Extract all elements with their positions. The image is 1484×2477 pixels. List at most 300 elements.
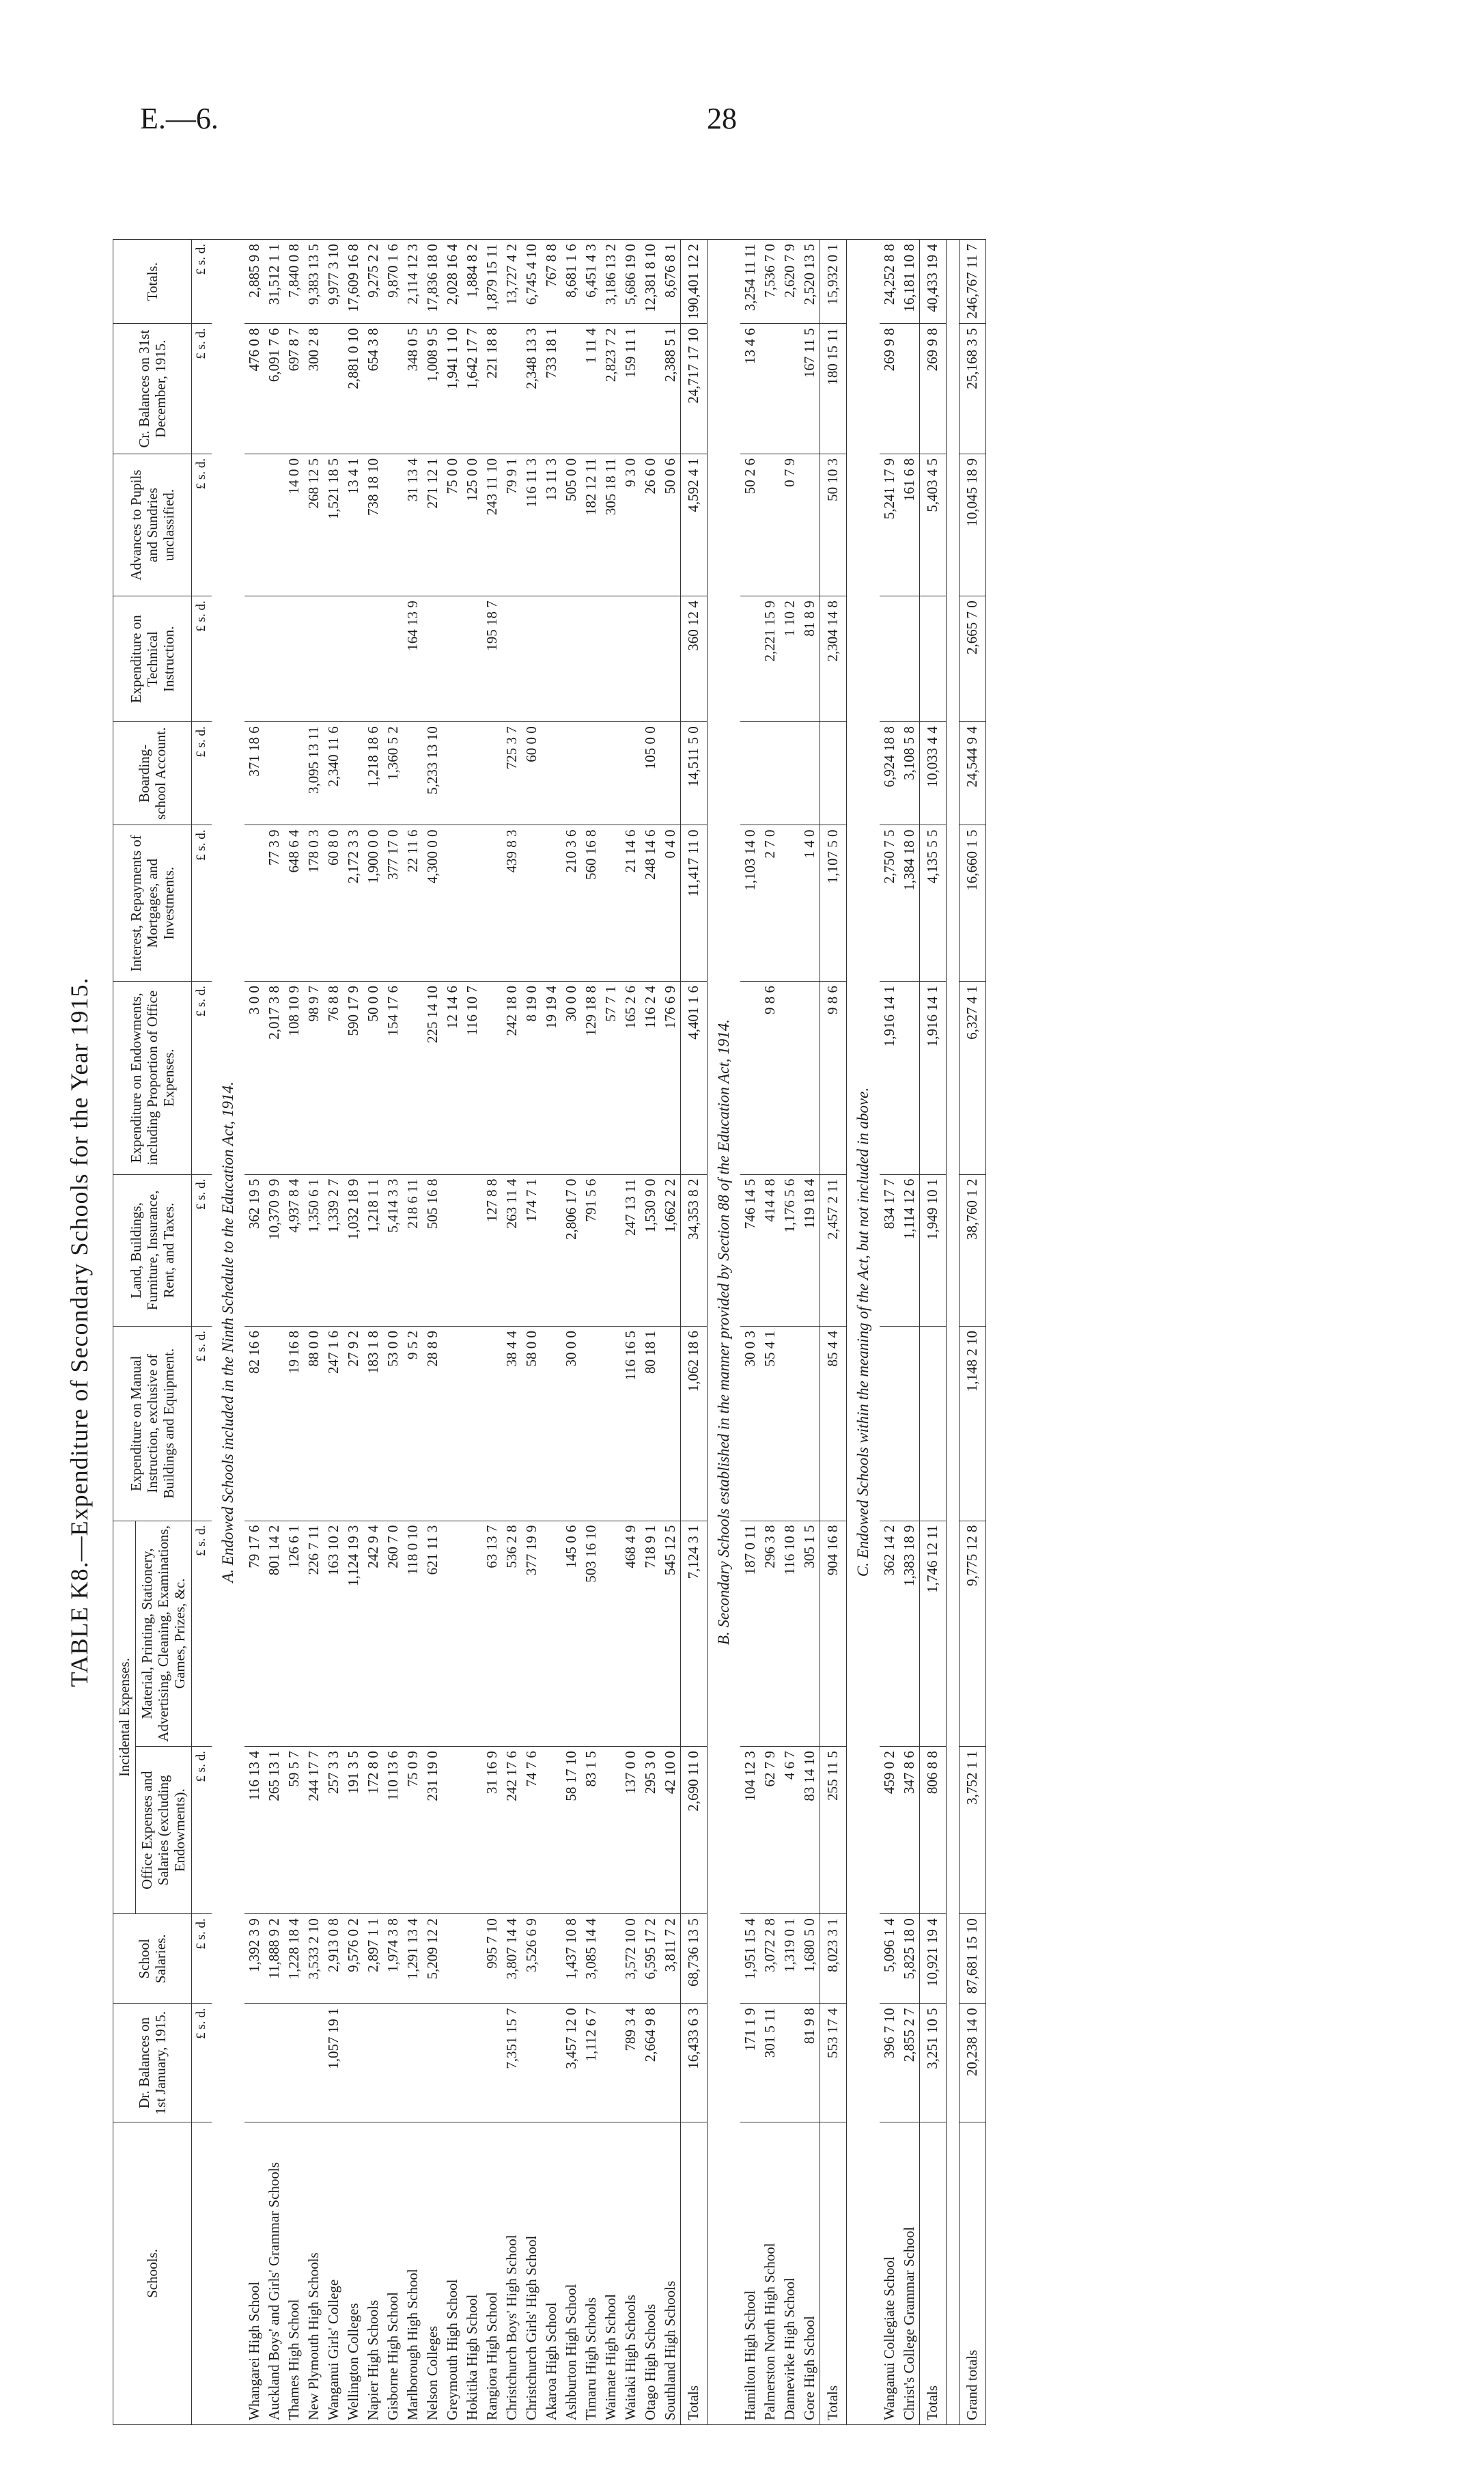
cell-board: 1,360 5 2 <box>383 722 403 825</box>
cell-cr: 221 18 8 <box>482 324 502 454</box>
expenditure-table <box>113 239 986 2425</box>
cell-end: 165 2 6 <box>621 982 641 1175</box>
cell-dr <box>244 2004 264 2122</box>
cell-end: 590 17 9 <box>344 982 363 1175</box>
school-name: Dannevirke High School <box>780 2122 800 2425</box>
cell-adv: 10,045 18 9 <box>959 454 985 596</box>
cell-tech <box>581 596 601 722</box>
cell-tot: 246,767 11 7 <box>959 240 985 324</box>
cell-tech <box>363 596 383 722</box>
cell-mat: 9,775 12 8 <box>959 1521 985 1747</box>
col-manual-instruction: Expenditure on Manual Instruction, exclusive of Buildings and Equipment. <box>113 1327 192 1521</box>
cell-man <box>581 1327 601 1521</box>
cell-end: 116 2 4 <box>641 982 660 1175</box>
cell-adv <box>760 454 780 596</box>
cell-end: 6,327 4 1 <box>959 982 985 1175</box>
table-row <box>383 240 403 2425</box>
cell-cr: 476 0 8 <box>244 324 264 454</box>
cell-board: 2,340 11 6 <box>324 722 344 825</box>
cell-tot: 1,879 15 11 <box>482 240 502 324</box>
cell-land: 119 18 4 <box>800 1174 820 1326</box>
cell-dr: 1,057 19 1 <box>324 2004 344 2122</box>
units-spacer <box>191 2122 212 2425</box>
cell-tot: 5,686 19 0 <box>621 240 641 324</box>
cell-sal: 11,888 9 2 <box>264 1914 284 2004</box>
cell-end: 1,916 14 1 <box>919 982 946 1175</box>
cell-land: 2,806 17 0 <box>561 1174 581 1326</box>
cell-cr: 167 11 5 <box>800 324 820 454</box>
table-row <box>304 240 324 2425</box>
cell-end: 1,916 14 1 <box>880 982 899 1175</box>
cell-mat: 7,124 3 1 <box>680 1521 707 1747</box>
cell-land: 218 6 11 <box>403 1174 423 1326</box>
cell-sal: 3,072 2 8 <box>760 1914 780 2004</box>
cell-tech <box>344 596 363 722</box>
table-row <box>542 240 561 2425</box>
col-interest: Interest, Repayments of Mortgages, and Investments. <box>113 825 192 982</box>
cell-end <box>482 982 502 1175</box>
cell-tech: 2,304 14 8 <box>820 596 846 722</box>
cell-sal: 5,825 18 0 <box>899 1914 920 2004</box>
school-name: Wanganui Collegiate School <box>880 2122 899 2425</box>
cell-board <box>621 722 641 825</box>
cell-int: 248 14 6 <box>641 825 660 982</box>
cell-man <box>899 1327 920 1521</box>
cell-board <box>820 722 846 825</box>
cell-tot: 16,181 10 8 <box>899 240 920 324</box>
cell-int: 1,384 18 0 <box>899 825 920 982</box>
cell-board <box>482 722 502 825</box>
cell-int <box>780 825 800 982</box>
cell-adv: 13 11 3 <box>542 454 561 596</box>
cell-mat: 1,746 12 11 <box>919 1521 946 1747</box>
cell-sal: 87,681 15 10 <box>959 1914 985 2004</box>
cell-off <box>462 1747 482 1914</box>
cell-man: 1,062 18 6 <box>680 1327 707 1521</box>
cell-end: 8 19 0 <box>522 982 542 1175</box>
table-row <box>800 240 820 2425</box>
col-school-salaries: School Salaries. <box>113 1914 192 2004</box>
cell-board <box>660 722 681 825</box>
cell-man: 88 0 0 <box>304 1327 324 1521</box>
cell-tech <box>383 596 403 722</box>
cell-end <box>800 982 820 1175</box>
table-row <box>561 240 581 2425</box>
cell-mat: 545 12 5 <box>660 1521 681 1747</box>
cell-man: 116 16 5 <box>621 1327 641 1521</box>
cell-off: 58 17 10 <box>561 1747 581 1914</box>
cell-land: 127 8 8 <box>482 1174 502 1326</box>
cell-mat: 242 9 4 <box>363 1521 383 1747</box>
cell-end: 50 0 0 <box>363 982 383 1175</box>
cell-off: 242 17 6 <box>502 1747 522 1914</box>
school-name: Ashburton High School <box>561 2122 581 2425</box>
cell-off: 62 7 9 <box>760 1747 780 1914</box>
cell-man <box>780 1327 800 1521</box>
cell-board: 1,218 18 6 <box>363 722 383 825</box>
units-lsd: £ s. d. <box>191 1174 212 1326</box>
school-name: Christ's College Grammar School <box>899 2122 920 2425</box>
cell-tot: 9,977 3 10 <box>324 240 344 324</box>
cell-end: 242 18 0 <box>502 982 522 1175</box>
table-row <box>344 240 363 2425</box>
cell-board <box>462 722 482 825</box>
cell-tech: 164 13 9 <box>403 596 423 722</box>
col-office-expenses: Office Expenses and Salaries (excluding Endowments). <box>136 1747 191 1914</box>
cell-adv: 0 7 9 <box>780 454 800 596</box>
school-name: New Plymouth High Schools <box>304 2122 324 2425</box>
table-title: TABLE K8.—Expenditure of Secondary Schools for the Year 1915. <box>66 977 93 1687</box>
cell-tech <box>542 596 561 722</box>
table-row <box>641 240 660 2425</box>
cell-tech <box>423 596 443 722</box>
cell-man <box>462 1327 482 1521</box>
cell-land: 746 14 5 <box>740 1174 760 1326</box>
col-technical: Expenditure on Technical Instruction. <box>113 596 192 722</box>
cell-land: 247 13 11 <box>621 1174 641 1326</box>
cell-tot: 17,836 18 0 <box>423 240 443 324</box>
cell-dr <box>443 2004 462 2122</box>
table-row <box>284 240 304 2425</box>
cell-dr <box>264 2004 284 2122</box>
cell-tech <box>601 596 621 722</box>
cell-mat: 1,383 18 9 <box>899 1521 920 1747</box>
cell-end: 57 7 1 <box>601 982 621 1175</box>
cell-cr <box>760 324 780 454</box>
cell-int <box>601 825 621 982</box>
cell-tot: 3,186 13 2 <box>601 240 621 324</box>
cell-tot: 15,932 0 1 <box>820 240 846 324</box>
table-row <box>660 240 681 2425</box>
cell-cr: 1 11 4 <box>581 324 601 454</box>
cell-board <box>264 722 284 825</box>
cell-mat: 187 0 11 <box>740 1521 760 1747</box>
totals-label: Totals <box>820 2122 846 2425</box>
totals-row <box>820 240 846 2425</box>
cell-int: 21 14 6 <box>621 825 641 982</box>
units-lsd: £ s. d. <box>191 1327 212 1521</box>
cell-mat: 79 17 6 <box>244 1521 264 1747</box>
spacer-row <box>946 240 959 2425</box>
cell-off <box>601 1747 621 1914</box>
cell-dr: 2,855 2 7 <box>899 2004 920 2122</box>
cell-off <box>443 1747 462 1914</box>
cell-tot: 7,536 7 0 <box>760 240 780 324</box>
cell-mat: 1,124 19 3 <box>344 1521 363 1747</box>
cell-sal: 68,736 13 5 <box>680 1914 707 2004</box>
school-name: Hamilton High School <box>740 2122 760 2425</box>
cell-dr <box>482 2004 502 2122</box>
school-name: Waimate High School <box>601 2122 621 2425</box>
cell-sal: 2,913 0 8 <box>324 1914 344 2004</box>
cell-land: 1,114 12 6 <box>899 1174 920 1326</box>
cell-tot: 9,275 2 2 <box>363 240 383 324</box>
cell-int <box>462 825 482 982</box>
cell-mat: 296 3 8 <box>760 1521 780 1747</box>
school-name: Marlborough High School <box>403 2122 423 2425</box>
totals-row <box>919 240 946 2425</box>
cell-board: 725 3 7 <box>502 722 522 825</box>
cell-board <box>344 722 363 825</box>
cell-man: 183 1 8 <box>363 1327 383 1521</box>
cell-adv: 116 11 3 <box>522 454 542 596</box>
cell-int <box>482 825 502 982</box>
cell-cr: 300 2 8 <box>304 324 324 454</box>
cell-end: 9 8 6 <box>820 982 846 1175</box>
cell-dr <box>383 2004 403 2122</box>
cell-tot: 8,676 8 1 <box>660 240 681 324</box>
cell-off: 2,690 11 0 <box>680 1747 707 1914</box>
cell-land: 362 19 5 <box>244 1174 264 1326</box>
school-name: Gisborne High School <box>383 2122 403 2425</box>
units-lsd: £ s. d. <box>191 596 212 722</box>
cell-land: 1,530 9 0 <box>641 1174 660 1326</box>
cell-tot: 40,433 19 4 <box>919 240 946 324</box>
cell-end: 4,401 1 6 <box>680 982 707 1175</box>
cell-dr: 3,251 10 5 <box>919 2004 946 2122</box>
cell-sal <box>601 1914 621 2004</box>
cell-mat: 260 7 0 <box>383 1521 403 1747</box>
cell-mat <box>601 1521 621 1747</box>
school-name: Gore High School <box>800 2122 820 2425</box>
cell-tot: 7,840 0 8 <box>284 240 304 324</box>
cell-cr <box>899 324 920 454</box>
cell-adv: 50 0 6 <box>660 454 681 596</box>
cell-mat <box>443 1521 462 1747</box>
cell-end: 154 17 6 <box>383 982 403 1175</box>
cell-int <box>244 825 264 982</box>
cell-cr: 269 9 8 <box>880 324 899 454</box>
cell-dr <box>363 2004 383 2122</box>
cell-tech <box>621 596 641 722</box>
cell-tech: 1 10 2 <box>780 596 800 722</box>
cell-dr <box>403 2004 423 2122</box>
table-row <box>423 240 443 2425</box>
cell-dr <box>660 2004 681 2122</box>
cell-tech <box>462 596 482 722</box>
totals-label: Totals <box>919 2122 946 2425</box>
cell-man: 28 8 9 <box>423 1327 443 1521</box>
cell-off: 347 8 6 <box>899 1747 920 1914</box>
school-name: Hokitika High School <box>462 2122 482 2425</box>
cell-mat: 126 6 1 <box>284 1521 304 1747</box>
cell-dr: 3,457 12 0 <box>561 2004 581 2122</box>
cell-mat: 145 0 6 <box>561 1521 581 1747</box>
cell-tech <box>660 596 681 722</box>
cell-man: 19 16 8 <box>284 1327 304 1521</box>
cell-tot: 2,114 12 3 <box>403 240 423 324</box>
cell-sal: 8,023 3 1 <box>820 1914 846 2004</box>
cell-land: 10,370 9 9 <box>264 1174 284 1326</box>
cell-dr <box>344 2004 363 2122</box>
cell-board: 6,924 18 8 <box>880 722 899 825</box>
col-totals: Totals. <box>113 240 192 324</box>
section-heading-row <box>846 240 880 2425</box>
cell-tot: 1,884 8 2 <box>462 240 482 324</box>
cell-land <box>462 1174 482 1326</box>
col-endowments: Expenditure on Endowments, including Proportion of Office Expenses. <box>113 982 192 1175</box>
cell-tech <box>919 596 946 722</box>
school-name: Napier High Schools <box>363 2122 383 2425</box>
cell-land: 4,937 8 4 <box>284 1174 304 1326</box>
units-lsd: £ s. d. <box>191 1747 212 1914</box>
cell-board: 24,544 9 4 <box>959 722 985 825</box>
units-lsd: £ s. d. <box>191 982 212 1175</box>
cell-man: 247 1 6 <box>324 1327 344 1521</box>
cell-off: 806 8 8 <box>919 1747 946 1914</box>
school-name: Thames High School <box>284 2122 304 2425</box>
cell-dr: 789 3 4 <box>621 2004 641 2122</box>
cell-end: 3 0 0 <box>244 982 264 1175</box>
cell-man: 82 16 6 <box>244 1327 264 1521</box>
section-heading-row <box>707 240 740 2425</box>
cell-mat <box>462 1521 482 1747</box>
table-row <box>443 240 462 2425</box>
school-name: Akaroa High School <box>542 2122 561 2425</box>
cell-off: 116 13 4 <box>244 1747 264 1914</box>
cell-cr: 1,008 9 5 <box>423 324 443 454</box>
cell-int: 2,172 3 3 <box>344 825 363 982</box>
cell-dr: 396 7 10 <box>880 2004 899 2122</box>
cell-adv: 305 18 11 <box>601 454 621 596</box>
cell-int: 11,417 11 0 <box>680 825 707 982</box>
cell-tot: 190,401 12 2 <box>680 240 707 324</box>
cell-off <box>542 1747 561 1914</box>
cell-cr: 2,348 13 3 <box>522 324 542 454</box>
cell-board <box>780 722 800 825</box>
cell-off: 75 0 9 <box>403 1747 423 1914</box>
cell-land <box>443 1174 462 1326</box>
page-reference: E.—6. <box>140 102 219 135</box>
cell-man: 30 0 0 <box>561 1327 581 1521</box>
cell-mat: 377 19 9 <box>522 1521 542 1747</box>
cell-sal: 1,974 3 8 <box>383 1914 403 2004</box>
cell-int: 210 3 6 <box>561 825 581 982</box>
school-name: Christchurch Girls' High School <box>522 2122 542 2425</box>
cell-tech: 2,221 15 9 <box>760 596 780 722</box>
cell-man: 55 4 1 <box>760 1327 780 1521</box>
cell-tech <box>284 596 304 722</box>
cell-land: 505 16 8 <box>423 1174 443 1326</box>
cell-mat: 305 1 5 <box>800 1521 820 1747</box>
cell-man <box>482 1327 502 1521</box>
table-row <box>502 240 522 2425</box>
cell-land: 414 4 8 <box>760 1174 780 1326</box>
cell-board: 3,108 5 8 <box>899 722 920 825</box>
totals-label: Grand totals <box>959 2122 985 2425</box>
cell-adv: 738 18 10 <box>363 454 383 596</box>
cell-off: 244 17 7 <box>304 1747 324 1914</box>
cell-mat: 801 14 2 <box>264 1521 284 1747</box>
totals-label: Totals <box>680 2122 707 2425</box>
cell-tech <box>443 596 462 722</box>
units-lsd: £ s. d. <box>191 2004 212 2122</box>
cell-sal: 10,921 19 4 <box>919 1914 946 2004</box>
cell-sal: 1,319 0 1 <box>780 1914 800 2004</box>
cell-board: 371 18 6 <box>244 722 264 825</box>
cell-end: 98 9 7 <box>304 982 324 1175</box>
table-row <box>462 240 482 2425</box>
cell-off: 83 14 10 <box>800 1747 820 1914</box>
cell-off: 74 7 6 <box>522 1747 542 1914</box>
units-lsd: £ s. d. <box>191 1521 212 1747</box>
cell-off: 3,752 1 1 <box>959 1747 985 1914</box>
cell-adv: 31 13 4 <box>403 454 423 596</box>
cell-tot: 24,252 8 8 <box>880 240 899 324</box>
table-row <box>522 240 542 2425</box>
cell-board: 14,511 5 0 <box>680 722 707 825</box>
col-incidental-expenses: Incidental Expenses. <box>113 1521 136 1914</box>
cell-sal: 1,951 15 4 <box>740 1914 760 2004</box>
cell-land: 5,414 3 3 <box>383 1174 403 1326</box>
cell-off: 104 12 3 <box>740 1747 760 1914</box>
cell-int <box>522 825 542 982</box>
cell-dr <box>780 2004 800 2122</box>
cell-man <box>800 1327 820 1521</box>
cell-mat: 362 14 2 <box>880 1521 899 1747</box>
cell-int: 16,660 1 5 <box>959 825 985 982</box>
cell-adv: 1,521 18 5 <box>324 454 344 596</box>
cell-end: 19 19 4 <box>542 982 561 1175</box>
cell-off: 83 1 5 <box>581 1747 601 1914</box>
cell-land: 834 17 7 <box>880 1174 899 1326</box>
cell-tech <box>740 596 760 722</box>
cell-adv: 26 6 0 <box>641 454 660 596</box>
cell-tot: 6,745 4 10 <box>522 240 542 324</box>
cell-int: 4,300 0 0 <box>423 825 443 982</box>
cell-sal <box>542 1914 561 2004</box>
cell-board: 10,033 4 4 <box>919 722 946 825</box>
cell-land: 38,760 1 2 <box>959 1174 985 1326</box>
cell-land <box>601 1174 621 1326</box>
cell-tot: 31,512 1 1 <box>264 240 284 324</box>
cell-tech <box>264 596 284 722</box>
cell-board <box>800 722 820 825</box>
cell-board <box>443 722 462 825</box>
cell-sal <box>443 1914 462 2004</box>
school-name: Otago High Schools <box>641 2122 660 2425</box>
table-body <box>191 240 985 2425</box>
cell-tot: 3,254 11 11 <box>740 240 760 324</box>
cell-cr: 697 8 7 <box>284 324 304 454</box>
table-row <box>880 240 899 2425</box>
cell-end: 176 6 9 <box>660 982 681 1175</box>
cell-board <box>601 722 621 825</box>
cell-tot: 2,885 9 8 <box>244 240 264 324</box>
cell-cr: 2,823 7 2 <box>601 324 621 454</box>
cell-cr <box>324 324 344 454</box>
cell-adv <box>383 454 403 596</box>
cell-end: 2,017 3 8 <box>264 982 284 1175</box>
cell-off: 265 13 1 <box>264 1747 284 1914</box>
cell-adv: 5,241 17 9 <box>880 454 899 596</box>
cell-sal: 5,096 1 4 <box>880 1914 899 2004</box>
cell-mat: 904 16 8 <box>820 1521 846 1747</box>
school-name: Wanganui Girls' College <box>324 2122 344 2425</box>
cell-tot: 2,620 7 9 <box>780 240 800 324</box>
cell-man: 58 0 0 <box>522 1327 542 1521</box>
cell-man <box>443 1327 462 1521</box>
cell-dr <box>542 2004 561 2122</box>
school-name: Nelson Colleges <box>423 2122 443 2425</box>
cell-end <box>899 982 920 1175</box>
cell-tot: 2,520 13 5 <box>800 240 820 324</box>
table-row <box>264 240 284 2425</box>
cell-cr: 2,881 0 10 <box>344 324 363 454</box>
cell-cr: 1,941 1 10 <box>443 324 462 454</box>
cell-adv: 50 10 3 <box>820 454 846 596</box>
cell-land: 1,032 18 9 <box>344 1174 363 1326</box>
